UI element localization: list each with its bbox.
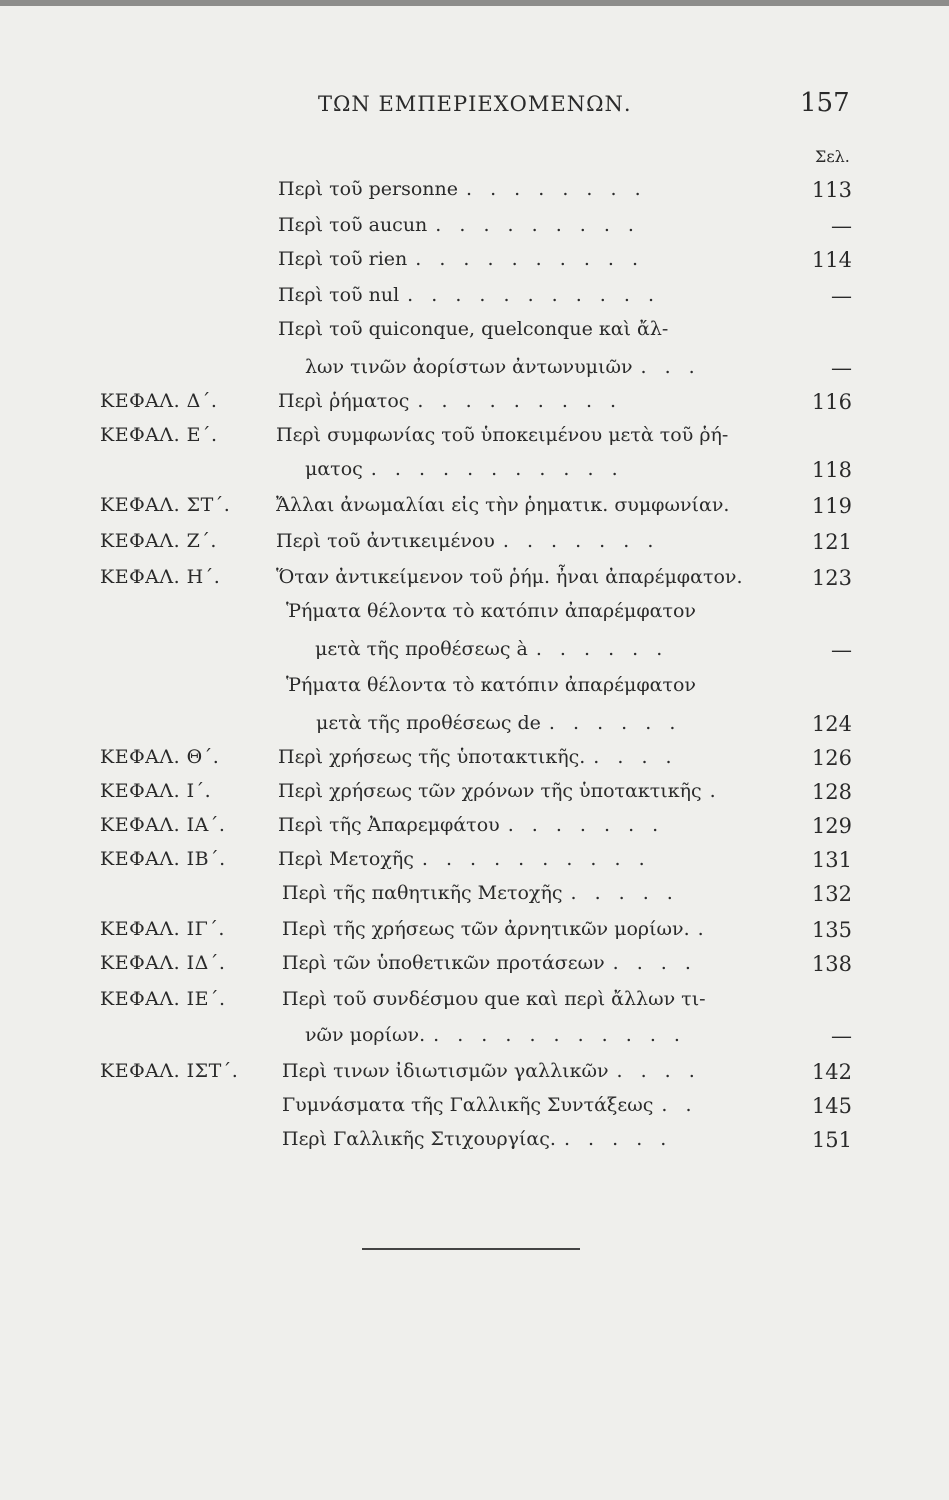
entry-page: 145 <box>811 1094 852 1118</box>
entry-page: 142 <box>811 1060 852 1084</box>
toc-entry <box>0 284 949 318</box>
toc-entry <box>0 814 949 848</box>
entry-title: Περὶ χρήσεως τῆς ὑποτακτικῆς. <box>278 746 586 768</box>
chapter-label: ΚΕΦΑΛ. ΙΒ΄. <box>100 848 226 870</box>
chapter-label: ΚΕΦΑΛ. ΙΔ΄. <box>100 952 226 974</box>
entry-page: — <box>831 284 852 308</box>
leader-dots: . . . . . . . . . . . <box>407 284 661 306</box>
entry-page: 151 <box>811 1128 852 1152</box>
entry-title: Περὶ τοῦ nul <box>278 284 400 306</box>
toc-entry <box>0 712 949 746</box>
toc-entry <box>0 356 949 390</box>
toc-entry <box>0 248 949 282</box>
entry-title: Περὶ τοῦ rien <box>278 248 408 270</box>
toc-entry <box>0 952 949 986</box>
page-number: 157 <box>800 88 850 118</box>
entry-page: — <box>831 356 852 380</box>
entry-title: Περὶ χρήσεως τῶν χρόνων τῆς ὑποτακτικῆς <box>278 780 702 802</box>
toc-entry <box>0 882 949 916</box>
chapter-label: ΚΕΦΑΛ. ΙΣΤ΄. <box>100 1060 239 1082</box>
entry-title: Περὶ τοῦ quiconque, quelconque καὶ ἄλ- <box>278 318 669 340</box>
entry-page: 132 <box>811 882 852 906</box>
entry-page: 128 <box>811 780 852 804</box>
toc-entry <box>0 780 949 814</box>
entry-title: Περὶ τοῦ personne <box>278 178 459 200</box>
toc-entry <box>0 918 949 952</box>
chapter-label: ΚΕΦΑΛ. Ε΄. <box>100 424 218 446</box>
entry-page: 135 <box>811 918 852 942</box>
entry-page: 131 <box>811 848 852 872</box>
leader-dots: . . . . . . . . . <box>417 390 623 412</box>
toc-entry <box>0 1060 949 1094</box>
entry-page: 119 <box>811 494 852 518</box>
chapter-label: ΚΕΦΑΛ. Θ΄. <box>100 746 220 768</box>
toc-entry <box>0 318 949 352</box>
toc-entry <box>0 178 949 212</box>
leader-dots: . . . . . . <box>548 712 682 734</box>
toc-entry <box>0 1024 949 1058</box>
entry-page: 121 <box>811 530 852 554</box>
toc-entry <box>0 674 949 708</box>
toc-entry <box>0 494 949 528</box>
entry-title: Ῥήματα θέλοντα τὸ κατόπιν ἀπαρέμφατον <box>286 674 696 696</box>
toc-entry <box>0 424 949 458</box>
entry-title: λων τινῶν ἀορίστων ἀντωνυμιῶν <box>305 356 633 378</box>
chapter-label: ΚΕΦΑΛ. Δ΄. <box>100 390 218 412</box>
toc-entry <box>0 600 949 634</box>
leader-dots: . . . . . . . . . . <box>421 848 651 870</box>
entry-title: ματος <box>305 458 363 480</box>
entry-title: Γυμνάσματα τῆς Γαλλικῆς Συντάξεως <box>282 1094 654 1116</box>
leader-dots: . . . . . . . <box>507 814 665 836</box>
page-column-label: Σελ. <box>815 147 850 166</box>
toc-entry <box>0 390 949 424</box>
toc-entry <box>0 1094 949 1128</box>
leader-dots: . <box>697 918 710 940</box>
entry-title: Περὶ ῥήματος <box>278 390 410 412</box>
leader-dots: . . . . . . . . . <box>435 214 640 236</box>
chapter-label: ΚΕΦΑΛ. Ι΄. <box>100 780 212 802</box>
entry-page: 138 <box>811 952 852 976</box>
toc-entry <box>0 566 949 600</box>
entry-page: — <box>831 214 852 238</box>
entry-page: 124 <box>811 712 852 736</box>
leader-dots: . . . . . . . . . . <box>415 248 645 270</box>
entry-page: 123 <box>811 566 852 590</box>
entry-title: Περὶ τινων ἰδιωτισμῶν γαλλικῶν <box>282 1060 609 1082</box>
entry-title: μετὰ τῆς προθέσεως à <box>315 638 528 660</box>
entry-title: Περὶ Μετοχῆς <box>278 848 414 870</box>
chapter-label: ΚΕΦΑΛ. ΙΑ΄. <box>100 814 226 836</box>
entry-title: Ῥήματα θέλοντα τὸ κατόπιν ἀπαρέμφατον <box>286 600 696 622</box>
entry-page: — <box>831 638 852 662</box>
toc-entry <box>0 746 949 780</box>
entry-page: 114 <box>811 248 852 272</box>
entry-title: Περὶ τῆς παθητικῆς Μετοχῆς <box>282 882 563 904</box>
entry-title: μετὰ τῆς προθέσεως de <box>316 712 541 734</box>
chapter-label: ΚΕΦΑΛ. ΙΕ΄. <box>100 988 226 1010</box>
chapter-label: ΚΕΦΑΛ. Ζ΄. <box>100 530 217 552</box>
entry-title: Ἄλλαι ἀνωμαλίαι εἰς τὴν ῥηματικ. συμφωνίαν. <box>276 494 730 516</box>
leader-dots: . . . . . . . . . . . <box>370 458 624 480</box>
leader-dots: . . . . . . <box>535 638 669 660</box>
chapter-label: ΚΕΦΑΛ. ΣΤ΄. <box>100 494 231 516</box>
entry-title: Περὶ Γαλλικῆς Στιχουργίας. <box>282 1128 556 1150</box>
entry-title: Περὶ τῶν ὑποθετικῶν προτάσεων <box>282 952 605 974</box>
leader-dots: . . . . <box>612 952 697 974</box>
leader-dots: . . . <box>640 356 701 378</box>
entry-page: 116 <box>811 390 852 414</box>
entry-title: Περὶ τοῦ ἀντικειμένου <box>276 530 495 552</box>
toc-entry <box>0 988 949 1022</box>
toc-entry <box>0 848 949 882</box>
entry-page: — <box>831 1024 852 1048</box>
entry-title: Ὅταν ἀντικείμενον τοῦ ῥήμ. ἦναι ἀπαρέμφατον. <box>276 566 743 588</box>
leader-dots: . . . . . <box>563 1128 673 1150</box>
entry-page: 118 <box>811 458 852 482</box>
top-border <box>0 0 949 6</box>
chapter-label: ΚΕΦΑΛ. Η΄. <box>100 566 221 588</box>
entry-title: Περὶ τῆς Ἀπαρεμφάτου <box>278 814 500 836</box>
leader-dots: . <box>709 780 722 802</box>
toc-entry <box>0 530 949 564</box>
entry-page: 126 <box>811 746 852 770</box>
toc-entry <box>0 214 949 248</box>
entry-title: Περὶ τῆς χρήσεως τῶν ἀρνητικῶν μορίων. <box>282 918 690 940</box>
entry-title: νῶν μορίων. <box>305 1024 426 1046</box>
running-header-title: ΤΩΝ ΕΜΠΕΡΙΕΧΟΜΕΝΩΝ. <box>318 92 632 116</box>
leader-dots: . . . . . <box>570 882 679 904</box>
entry-page: 129 <box>811 814 852 838</box>
toc-entry <box>0 1128 949 1162</box>
leader-dots: . . . . <box>616 1060 701 1082</box>
leader-dots: . . . . <box>593 746 678 768</box>
end-rule <box>362 1248 580 1250</box>
entry-page: 113 <box>811 178 852 202</box>
toc-entry <box>0 458 949 492</box>
chapter-label: ΚΕΦΑΛ. ΙΓ΄. <box>100 918 225 940</box>
entry-title: Περὶ τοῦ aucun <box>278 214 428 236</box>
leader-dots: . . . . . . . <box>502 530 660 552</box>
leader-dots: . . . . . . . . <box>466 178 647 200</box>
entry-title: Περὶ τοῦ συνδέσμου que καὶ περὶ ἄλλων τι- <box>282 988 706 1010</box>
toc-entry <box>0 638 949 672</box>
leader-dots: . . . . . . . . . . . <box>433 1024 686 1046</box>
leader-dots: . . <box>661 1094 698 1116</box>
entry-title: Περὶ συμφωνίας τοῦ ὑποκειμένου μετὰ τοῦ ῥή- <box>276 424 729 446</box>
